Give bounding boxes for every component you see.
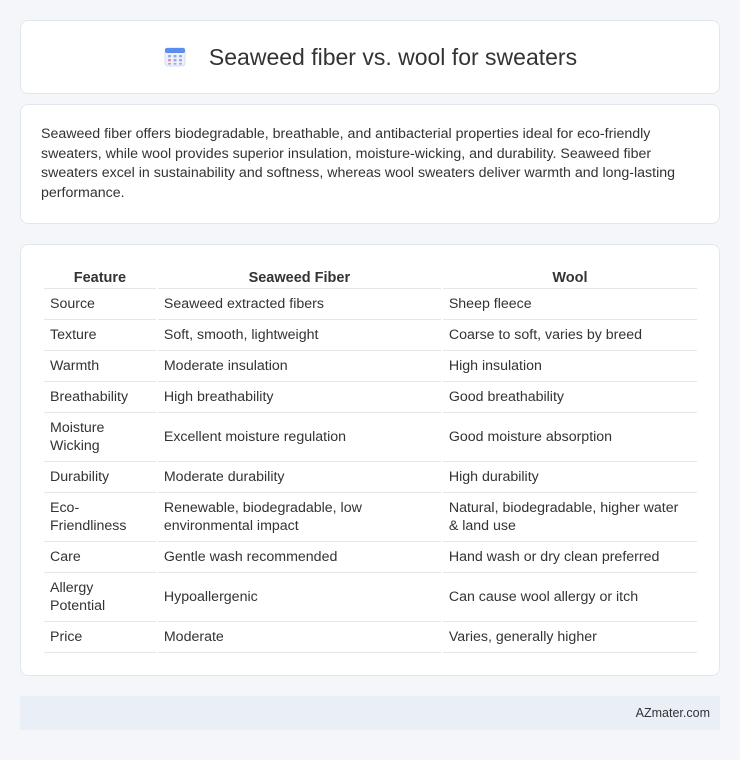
table-header-row: [44, 267, 697, 289]
table-row: [44, 413, 697, 462]
cell-seaweed: Moderate: [158, 622, 441, 653]
cell-seaweed: Soft, smooth, lightweight: [158, 320, 441, 351]
cell-wool: Good moisture absorption: [443, 413, 697, 462]
footer-site-link[interactable]: AZmater.com: [635, 706, 710, 720]
cell-feature: Moisture Wicking: [44, 413, 156, 462]
cell-seaweed: Excellent moisture regulation: [158, 413, 441, 462]
cell-feature: Allergy Potential: [44, 573, 156, 622]
header-wool: Wool: [443, 267, 697, 289]
comparison-table: [42, 267, 699, 653]
cell-seaweed: Hypoallergenic: [158, 573, 441, 622]
table-row: [44, 542, 697, 573]
cell-feature: Eco-Friendliness: [44, 493, 156, 542]
cell-wool: High insulation: [443, 351, 697, 382]
comparison-table-card: [20, 244, 720, 676]
table-row: [44, 622, 697, 653]
cell-wool: Good breathability: [443, 382, 697, 413]
table-row: [44, 462, 697, 493]
header-feature: Feature: [44, 267, 156, 289]
cell-seaweed: Gentle wash recommended: [158, 542, 441, 573]
cell-seaweed: Moderate insulation: [158, 351, 441, 382]
table-row: [44, 493, 697, 542]
cell-seaweed: Seaweed extracted fibers: [158, 289, 441, 320]
cell-seaweed: Moderate durability: [158, 462, 441, 493]
cell-feature: Durability: [44, 462, 156, 493]
table-icon: [163, 45, 187, 69]
cell-feature: Warmth: [44, 351, 156, 382]
summary-text: Seaweed fiber offers biodegradable, breathable, and antibacterial properties ideal for eco-friendly sweaters, while wool provides superior insulation, moisture-wicking, and durability. Seaweed fiber sweaters excel in sustainability and softness, whereas wool sweaters deliver warmth and long-lasting performance.: [41, 126, 676, 201]
cell-wool: Varies, generally higher: [443, 622, 697, 653]
cell-feature: Care: [44, 542, 156, 573]
cell-feature: Breathability: [44, 382, 156, 413]
cell-seaweed: High breathability: [158, 382, 441, 413]
cell-seaweed: Renewable, biodegradable, low environmental impact: [158, 493, 441, 542]
table-row: [44, 351, 697, 382]
cell-wool: Can cause wool allergy or itch: [443, 573, 697, 622]
footer-bar: [20, 696, 720, 730]
cell-wool: Natural, biodegradable, higher water & land use: [443, 493, 697, 542]
cell-feature: Source: [44, 289, 156, 320]
header-seaweed-fiber: Seaweed Fiber: [158, 267, 441, 289]
summary-card: [20, 104, 720, 224]
cell-wool: Sheep fleece: [443, 289, 697, 320]
cell-wool: High durability: [443, 462, 697, 493]
header-card: [20, 20, 720, 94]
cell-feature: Texture: [44, 320, 156, 351]
cell-wool: Hand wash or dry clean preferred: [443, 542, 697, 573]
table-row: [44, 320, 697, 351]
cell-wool: Coarse to soft, varies by breed: [443, 320, 697, 351]
table-row: [44, 382, 697, 413]
table-row: [44, 289, 697, 320]
cell-feature: Price: [44, 622, 156, 653]
table-row: [44, 573, 697, 622]
page-title: Seaweed fiber vs. wool for sweaters: [208, 43, 578, 70]
